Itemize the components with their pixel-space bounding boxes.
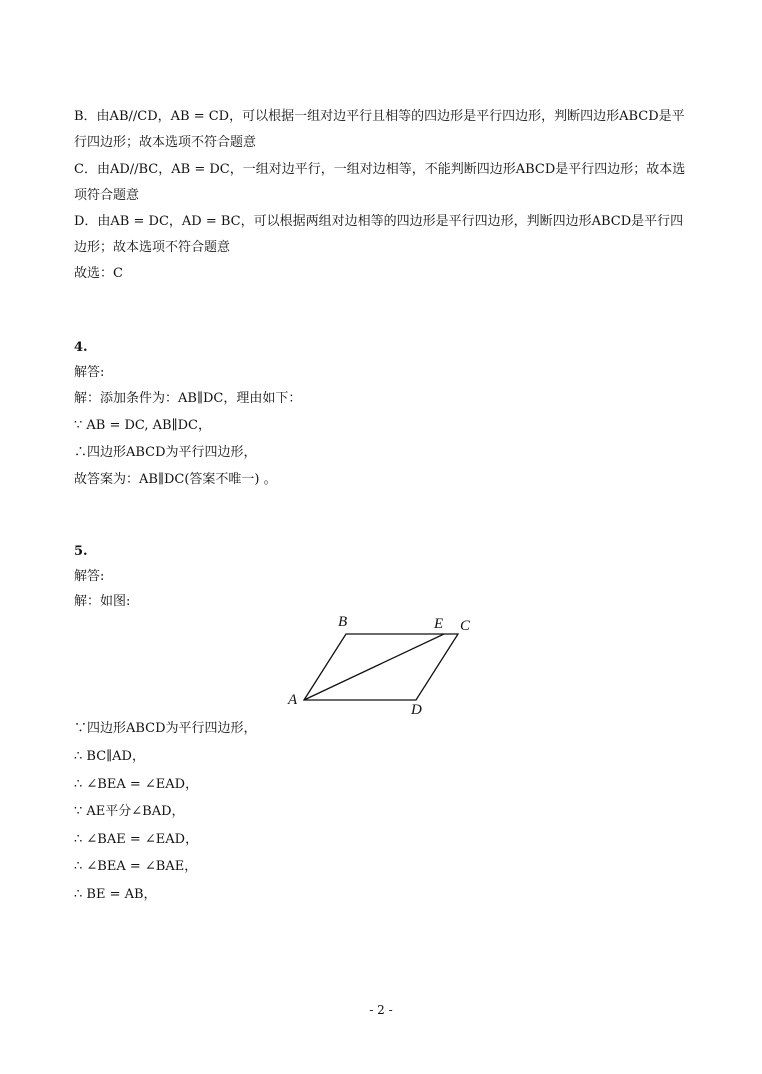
q5-line-1: ∵四边形ABCD为平行四边形， — [74, 721, 257, 736]
label-b: B — [338, 614, 348, 630]
q4-line-2: ∵ AB = DC, AB∥DC， — [74, 418, 211, 433]
label-e: E — [434, 616, 444, 632]
q4-line-3: ∴四边形ABCD为平行四边形， — [74, 445, 257, 460]
q4-number: 4. — [74, 340, 88, 355]
q4-line-4: 故答案为：AB∥DC(答案不唯一) 。 — [74, 472, 277, 487]
q3-line-7: 故选：C — [74, 266, 123, 281]
q3-line-5: D．由AB = DC，AD = BC，可以根据两组对边相等的四边形是平行四边形，判断四边形ABCD是平行四 — [74, 214, 684, 229]
q5-line-6: ∴ ∠BEA = ∠BAE， — [74, 859, 198, 874]
q3-line-2: 行四边形；故本选项不符合题意 — [74, 135, 257, 150]
q4-answer-label: 解答: — [74, 365, 105, 380]
q5-number: 5. — [74, 544, 88, 559]
q5-line-7: ∴ BE = AB， — [74, 887, 157, 902]
q5-intro: 解：如图: — [74, 594, 131, 609]
q3-line-1: B．由AB//CD，AB = CD，可以根据一组对边平行且相等的四边形是平行四边形，判断四边形ABCD是平 — [74, 109, 685, 124]
q5-answer-label: 解答: — [74, 569, 105, 584]
q3-line-6: 边形；故本选项不符合题意 — [74, 240, 231, 255]
parallelogram-figure — [280, 608, 480, 718]
q5-line-3: ∴ ∠BEA = ∠EAD， — [74, 777, 199, 792]
q3-line-3: C．由AD//BC，AB = DC，一组对边平行，一组对边相等，不能判断四边形ABCD是平行四边形；故本选 — [74, 162, 686, 177]
label-c: C — [460, 618, 471, 634]
q3-line-4: 项符合题意 — [74, 188, 140, 203]
q5-line-5: ∴ ∠BAE = ∠EAD， — [74, 832, 199, 847]
q5-line-4: ∵ AE平分∠BAD， — [74, 804, 185, 819]
q4-line-1: 解：添加条件为：AB∥DC，理由如下： — [74, 391, 302, 406]
q5-line-2: ∴ BC∥AD， — [74, 749, 145, 764]
parallelogram-abcd — [304, 634, 458, 700]
page-number: - 2 - — [369, 1003, 393, 1017]
label-d: D — [411, 702, 422, 718]
label-a: A — [288, 692, 298, 708]
